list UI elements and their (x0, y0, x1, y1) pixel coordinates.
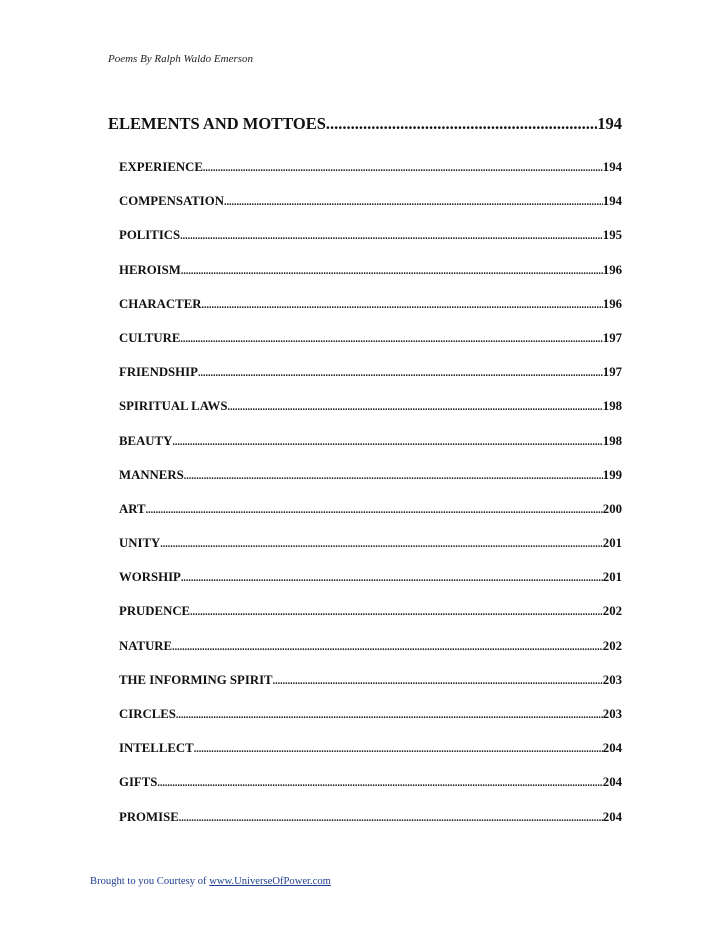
toc-entry-page: 202 (602, 604, 622, 619)
toc-entry[interactable] (108, 331, 622, 365)
toc-entry-title: SPIRITUAL LAWS (119, 399, 228, 414)
dot-leader (203, 163, 603, 174)
toc-entry-page: 198 (602, 433, 622, 448)
dot-leader (198, 368, 603, 379)
toc-entry-page: 203 (602, 672, 622, 687)
toc-entry-title: CULTURE (119, 330, 181, 345)
dot-leader (181, 573, 603, 584)
toc-entry-page: 204 (602, 741, 622, 756)
toc-entry[interactable] (108, 365, 622, 399)
toc-entry-page: 203 (602, 707, 622, 721)
toc-entry-page: 194 (602, 194, 622, 209)
toc-entry-page: 202 (602, 638, 622, 653)
toc-entry-page: 196 (602, 262, 622, 277)
dot-leader (160, 539, 603, 550)
toc-entry[interactable] (108, 810, 622, 844)
toc-entry[interactable] (108, 434, 622, 468)
toc-main-title: ELEMENTS AND MOTTOES (108, 114, 326, 133)
toc-entry-title: MANNERS (119, 467, 184, 482)
dot-leader (180, 334, 602, 345)
toc-entry-title: ART (119, 501, 146, 516)
dot-leader (179, 813, 603, 824)
dot-leader (227, 402, 602, 413)
dot-leader (180, 231, 603, 242)
toc-entry[interactable] (108, 775, 622, 809)
toc-entry-page: 197 (602, 365, 622, 380)
toc-entry-page: 196 (602, 296, 622, 311)
toc-entry-page: 200 (602, 501, 622, 516)
dot-leader (326, 114, 597, 134)
toc-entry-title: UNITY (119, 536, 161, 551)
toc-entry[interactable] (108, 228, 622, 262)
dot-leader (184, 471, 603, 482)
toc-entry-title: FRIENDSHIP (119, 365, 198, 380)
toc-entry-page: 194 (602, 160, 622, 174)
toc-entry-title: BEAUTY (119, 433, 173, 448)
toc-entry-title: COMPENSATION (119, 194, 224, 209)
toc-entry[interactable] (108, 707, 622, 741)
dot-leader (172, 642, 603, 653)
dot-leader (224, 197, 603, 208)
toc-entry[interactable] (108, 263, 622, 297)
dot-leader (190, 607, 603, 618)
toc-entry-title: PRUDENCE (119, 604, 191, 619)
page-footer (90, 876, 331, 887)
toc-entry-title: NATURE (119, 638, 173, 653)
dot-leader (146, 505, 603, 516)
toc-entry-page: 204 (602, 809, 622, 824)
toc-entry[interactable] (108, 604, 622, 638)
toc-entry[interactable] (108, 194, 622, 228)
toc-entry-page: 199 (602, 467, 622, 482)
toc-entry[interactable] (108, 673, 622, 707)
toc-entry[interactable] (108, 639, 622, 673)
toc-entry[interactable] (108, 502, 622, 536)
toc-entry-page: 198 (602, 399, 622, 414)
toc-entry-title: CHARACTER (119, 296, 202, 311)
toc-entry-page: 201 (602, 570, 622, 585)
toc-entry[interactable] (108, 536, 622, 570)
toc-entry-title: INTELLECT (119, 741, 194, 756)
toc-entry[interactable] (108, 297, 622, 331)
toc-main-entry[interactable] (108, 114, 622, 144)
dot-leader (176, 710, 603, 721)
dot-leader (181, 266, 603, 277)
toc-entry-page: 201 (602, 536, 622, 551)
website-link[interactable]: www.UniverseOfPower.com (209, 876, 331, 887)
running-header: Poems By Ralph Waldo Emerson (108, 53, 254, 65)
footer-prefix: Brought to you Courtesy of (90, 876, 210, 887)
toc-entry-title: CIRCLES (119, 707, 176, 721)
toc-entry-title: HEROISM (119, 262, 181, 277)
toc-entry-title: EXPERIENCE (119, 160, 203, 174)
toc-entry[interactable] (108, 399, 622, 433)
dot-leader (201, 300, 602, 311)
toc-entry-page: 195 (602, 228, 622, 243)
dot-leader (172, 437, 602, 448)
dot-leader (273, 676, 603, 687)
toc-entry-page: 204 (602, 775, 622, 790)
toc-entry-title: PROMISE (119, 809, 179, 824)
toc-entry[interactable] (108, 160, 622, 194)
toc-main-page: 194 (597, 114, 622, 133)
toc-entry-title: POLITICS (119, 228, 181, 243)
toc-entry-title: THE INFORMING SPIRIT (119, 672, 273, 687)
toc-entry[interactable] (108, 570, 622, 604)
toc-entry-title: WORSHIP (119, 570, 181, 585)
table-of-contents (108, 114, 622, 844)
toc-entry-title: GIFTS (119, 775, 158, 790)
dot-leader (157, 778, 602, 789)
toc-entry[interactable] (108, 741, 622, 775)
toc-entry-page: 197 (602, 330, 622, 345)
toc-entry[interactable] (108, 468, 622, 502)
dot-leader (194, 744, 603, 755)
